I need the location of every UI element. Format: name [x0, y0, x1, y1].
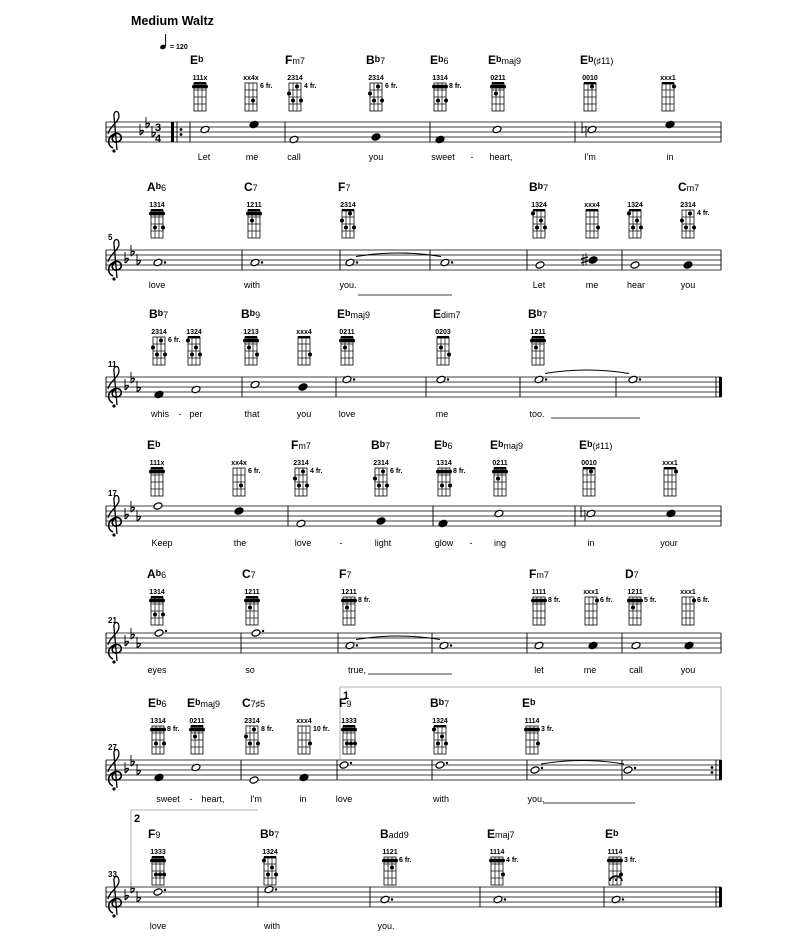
lyric-syllable: sweet	[431, 152, 455, 162]
lyric-syllable: in	[299, 794, 307, 804]
note	[154, 773, 164, 782]
lyric-syllable: call	[629, 665, 643, 675]
chord-fingering: 1333	[341, 718, 357, 725]
lyric-syllable: you.	[527, 794, 545, 804]
chord-fret-label: 8 fr.	[453, 468, 466, 475]
chord-diagram	[680, 589, 709, 625]
lyric-syllable: -	[178, 409, 182, 419]
chord-fret-label: 3 fr.	[624, 857, 637, 864]
chord-diagram	[430, 53, 462, 111]
chord-diagram	[338, 180, 356, 238]
note	[345, 258, 358, 267]
chord-name: Ab6	[147, 180, 167, 194]
lyric-syllable: me	[583, 665, 597, 675]
chord-fingering: 1111	[531, 589, 547, 596]
lyric-syllable: -	[189, 794, 193, 804]
note	[376, 517, 386, 526]
chord-name: Cm7	[678, 180, 700, 194]
lyric-syllable: -	[470, 152, 474, 162]
lyric-syllable: love	[149, 921, 167, 931]
chord-name: Ebmaj9	[337, 307, 371, 321]
chord-diagram	[488, 53, 521, 111]
lyric-syllable: you	[368, 152, 384, 162]
chord-name: Bb7	[529, 180, 549, 194]
lyric-syllable: glow	[434, 538, 454, 548]
chord-fingering: 1314	[436, 460, 452, 467]
chord-diagram	[434, 438, 466, 496]
note	[380, 895, 393, 904]
volta-number: 1	[343, 690, 350, 702]
lyric-syllable: I'm	[250, 794, 262, 804]
chord-name: Eb	[605, 827, 619, 841]
volta-number: 2	[134, 813, 141, 825]
chord-fingering: xxx1	[662, 460, 678, 467]
note	[683, 261, 693, 270]
chord-diagram	[371, 438, 403, 496]
note	[191, 763, 201, 772]
chord-fingering: 1211	[246, 202, 262, 209]
chord-fingering: 1114	[524, 718, 540, 725]
chord-name: F7	[339, 567, 352, 581]
note	[153, 502, 163, 511]
chord-diagram	[190, 53, 208, 111]
chord-name: F9	[148, 827, 161, 841]
chord-diagram	[678, 180, 710, 238]
note	[249, 776, 259, 785]
chord-fingering: xxx1	[660, 75, 676, 82]
note	[345, 641, 358, 650]
chord-name: Edim7	[433, 307, 461, 321]
tie	[541, 761, 624, 765]
chord-fingering: xxx1	[680, 589, 696, 596]
lyric-syllable: I'm	[584, 152, 596, 162]
time-sig-bottom: 4	[154, 133, 162, 145]
chord-diagram	[291, 438, 323, 496]
chord-fret-label: 6 fr.	[399, 857, 412, 864]
note	[440, 258, 453, 267]
note	[299, 773, 309, 782]
chord-diagram	[580, 53, 613, 111]
lyric-syllable: -	[339, 538, 343, 548]
tempo-value: = 120	[170, 44, 188, 51]
chord-diagram	[490, 438, 523, 496]
chord-name: Bb9	[241, 307, 261, 321]
chord-diagram	[186, 329, 202, 365]
note	[493, 895, 506, 904]
lyric-syllable: hear	[626, 280, 646, 290]
chord-diagram	[529, 180, 548, 238]
note	[249, 120, 259, 129]
chord-diagram	[244, 180, 262, 238]
chord-diagram	[662, 460, 678, 496]
chord-name: Eb	[147, 438, 161, 452]
chord-diagram	[231, 460, 260, 496]
chord-diagram	[583, 589, 612, 625]
lyric-syllable: you	[680, 665, 696, 675]
chord-name: Ebmaj9	[490, 438, 524, 452]
staff-system	[106, 810, 722, 931]
chord-name: Eb6	[434, 438, 453, 452]
lyric-syllable: me	[435, 409, 449, 419]
chord-fingering: 2314	[293, 460, 309, 467]
lyric-syllable: whis	[150, 409, 170, 419]
note	[296, 519, 306, 528]
lyric-syllable: love	[338, 409, 356, 419]
note	[582, 123, 597, 137]
chord-fingering: 0203	[435, 329, 451, 336]
note	[534, 641, 544, 650]
chord-fret-label: 6 fr.	[168, 337, 181, 344]
lyric-syllable: me	[585, 280, 599, 290]
chord-fret-label: 6 fr.	[248, 468, 261, 475]
lyric-syllable: you	[680, 280, 696, 290]
chord-diagram	[296, 329, 312, 365]
lyric-syllable: eyes	[147, 665, 167, 675]
chord-fingering: 111x	[192, 75, 208, 82]
chord-fret-label: 8 fr.	[358, 597, 371, 604]
lyric-syllable: me	[245, 152, 259, 162]
note	[154, 390, 164, 399]
note	[200, 125, 210, 134]
chord-fingering: xxx4	[584, 202, 600, 209]
lyric-syllable: in	[666, 152, 674, 162]
chord-diagram	[148, 696, 180, 754]
lyric-syllable: love	[148, 280, 166, 290]
note	[665, 120, 675, 129]
chord-fingering: xx4x	[243, 75, 259, 82]
lyric-syllable: you.	[339, 280, 357, 290]
lyric-syllable: ing	[493, 538, 507, 548]
chord-fret-label: 6 fr.	[697, 597, 710, 604]
chord-name: F7	[338, 180, 351, 194]
chord-fingering: 1314	[149, 589, 165, 596]
measure-number: 27	[108, 743, 117, 752]
chord-fret-label: 8 fr.	[261, 726, 274, 733]
measure-number: 11	[108, 360, 117, 369]
natural-icon	[581, 507, 585, 521]
measure-number: 5	[108, 233, 113, 242]
chord-name: F9	[339, 696, 352, 710]
chord-diagram	[430, 696, 449, 754]
chord-name: Bb7	[371, 438, 391, 452]
chord-diagram	[242, 567, 260, 625]
chord-diagram	[337, 307, 370, 365]
chord-fingering: 1314	[432, 75, 448, 82]
chord-diagram	[147, 438, 165, 496]
lyric-syllable: heart,	[489, 152, 513, 162]
chord-fret-label: 8 fr.	[167, 726, 180, 733]
chord-fret-label: 4 fr.	[697, 210, 710, 217]
chord-name: Eb6	[430, 53, 449, 67]
chord-name: Bb7	[528, 307, 548, 321]
chord-fret-label: 10 fr.	[313, 726, 330, 733]
chord-name: Bb7	[149, 307, 169, 321]
chord-name: Badd9	[380, 827, 409, 841]
lyric-syllable: love	[294, 538, 312, 548]
chord-diagram	[380, 827, 412, 885]
chord-name: Fm7	[291, 438, 311, 452]
chord-diagram	[339, 696, 357, 754]
staff-system	[106, 567, 721, 675]
chord-fingering: 1314	[150, 718, 166, 725]
chord-name: D7	[625, 567, 639, 581]
lyric-syllable: call	[287, 152, 301, 162]
chord-name: Eb(♯11)	[580, 53, 614, 67]
chord-diagram	[433, 307, 461, 365]
chord-diagram	[627, 202, 643, 238]
lyric-syllable: -	[469, 538, 473, 548]
chord-fingering: 1333	[150, 849, 166, 856]
chord-fingering: 1314	[149, 202, 165, 209]
chord-name: Eb(♯11)	[579, 438, 613, 452]
chord-name: Bb7	[366, 53, 386, 67]
chord-name: Fm7	[529, 567, 549, 581]
chord-name: Bb7	[260, 827, 280, 841]
chord-diagram	[487, 827, 519, 885]
chord-name: Fm7	[285, 53, 305, 67]
lyric-syllable: with	[263, 921, 281, 931]
chord-fret-label: 6 fr.	[600, 597, 613, 604]
chord-fingering: 0010	[582, 75, 598, 82]
chord-diagram	[296, 718, 329, 754]
chord-fingering: 0010	[581, 460, 597, 467]
chord-fingering: 0211	[189, 718, 205, 725]
chord-diagram	[242, 696, 274, 754]
note	[494, 509, 504, 518]
note	[234, 507, 244, 516]
chord-fingering: 1324	[186, 329, 202, 336]
note	[371, 133, 381, 142]
chord-fingering: 1114	[607, 849, 623, 856]
lyric-syllable: light	[374, 538, 392, 548]
lyric-syllable: in	[587, 538, 595, 548]
chord-fingering: 1211	[530, 329, 546, 336]
natural-icon	[582, 123, 586, 137]
chord-fingering: 0211	[492, 460, 508, 467]
tempo-marking	[159, 34, 187, 51]
lyric-syllable: with	[432, 794, 450, 804]
note	[535, 261, 545, 270]
chord-fingering: xx4x	[231, 460, 247, 467]
note	[439, 641, 452, 650]
chord-fret-label: 4 fr.	[304, 83, 317, 90]
chord-fingering: 0211	[339, 329, 355, 336]
chord-diagram	[528, 307, 547, 365]
note	[250, 380, 260, 389]
note	[435, 135, 445, 144]
lyric-syllable: Let	[532, 280, 546, 290]
lyric-syllable: so	[245, 665, 255, 675]
lyric-syllable: with	[243, 280, 261, 290]
chord-name: Ebmaj9	[187, 696, 221, 710]
lyric-syllable: let	[534, 665, 544, 675]
chord-fingering: 1324	[262, 849, 278, 856]
chord-name: Ebmaj9	[488, 53, 522, 67]
note	[581, 507, 596, 521]
note	[666, 509, 676, 518]
lyric-syllable: Keep	[151, 538, 173, 548]
note	[438, 519, 448, 528]
chord-name: C7♯5	[242, 696, 266, 710]
note	[191, 385, 201, 394]
chord-fingering: 2314	[287, 75, 303, 82]
chord-fingering: xxx1	[583, 589, 599, 596]
chord-fingering: 2314	[680, 202, 696, 209]
chord-fret-label: 3 fr.	[541, 726, 554, 733]
chord-diagram	[285, 53, 317, 111]
chord-fingering: 1213	[243, 329, 259, 336]
chord-fingering: 1324	[531, 202, 547, 209]
chord-fingering: 1211	[244, 589, 260, 596]
chord-fingering: 2314	[340, 202, 356, 209]
note	[628, 375, 641, 384]
measure-number: 33	[108, 870, 117, 879]
lyric-syllable: you.	[377, 921, 395, 931]
note	[153, 258, 166, 267]
lyric-syllable: heart,	[201, 794, 225, 804]
chord-fingering: 2314	[244, 718, 260, 725]
chord-diagram	[243, 75, 272, 111]
chord-diagram	[605, 827, 637, 885]
chord-name: Bb7	[430, 696, 450, 710]
chord-diagram	[339, 567, 371, 625]
note	[342, 375, 355, 384]
chord-fingering: 1121	[382, 849, 398, 856]
staff-system	[106, 687, 722, 804]
chord-name: Eb	[190, 53, 204, 67]
note	[289, 135, 299, 144]
chord-name: Eb6	[148, 696, 167, 710]
chord-diagram	[625, 567, 657, 625]
chord-fret-label: 5 fr.	[644, 597, 657, 604]
lyric-syllable: love	[335, 794, 353, 804]
chord-fret-label: 6 fr.	[260, 83, 273, 90]
lyric-syllable: the	[233, 538, 247, 548]
chord-fret-label: 6 fr.	[390, 468, 403, 475]
chord-diagram	[529, 567, 561, 625]
lyric-syllable: Let	[197, 152, 211, 162]
chord-diagram	[579, 438, 612, 496]
chord-name: Eb	[522, 696, 536, 710]
chord-fingering: 1324	[432, 718, 448, 725]
chord-diagram	[187, 696, 220, 754]
chord-diagram	[147, 567, 166, 625]
chord-name: C7	[242, 567, 256, 581]
chord-fret-label: 4 fr.	[506, 857, 519, 864]
chord-fret-label: 8 fr.	[449, 83, 462, 90]
note	[684, 641, 694, 650]
chord-diagram	[148, 827, 166, 885]
note	[264, 885, 277, 894]
note	[436, 375, 449, 384]
chord-fingering: 1114	[489, 849, 505, 856]
chord-fingering: 0211	[490, 75, 506, 82]
chord-fret-label: 6 fr.	[385, 83, 398, 90]
chord-diagram	[260, 827, 279, 885]
lyric-syllable: your	[660, 538, 678, 548]
chord-fingering: 111x	[149, 460, 165, 467]
note	[250, 258, 263, 267]
measure-number: 21	[108, 616, 117, 625]
note	[298, 383, 308, 392]
chord-fingering: 2314	[368, 75, 384, 82]
time-sig-top: 3	[154, 122, 162, 134]
chord-fingering: xxx4	[296, 329, 312, 336]
chord-name: C7	[244, 180, 258, 194]
staff-system	[106, 307, 722, 419]
lyric-syllable: that	[244, 409, 260, 419]
lyric-syllable: you	[296, 409, 312, 419]
measure-number: 17	[108, 489, 117, 498]
chord-fret-label: 4 fr.	[310, 468, 323, 475]
chord-fret-label: 8 fr.	[548, 597, 561, 604]
note	[492, 125, 502, 134]
song-title: Medium Waltz	[131, 14, 214, 28]
note	[631, 641, 641, 650]
chord-diagram	[147, 180, 166, 238]
chord-fingering: 2314	[373, 460, 389, 467]
chord-fingering: 1324	[627, 202, 643, 209]
chord-fingering: 2314	[151, 329, 167, 336]
chord-fingering: 1211	[341, 589, 357, 596]
chord-diagram	[366, 53, 398, 111]
lyric-syllable: per	[189, 409, 203, 419]
chord-diagram	[241, 307, 260, 365]
music-systems	[106, 53, 722, 931]
lyric-syllable: sweet	[156, 794, 180, 804]
note	[588, 641, 598, 650]
chord-name: Ab6	[147, 567, 167, 581]
staff-system	[106, 53, 721, 162]
staff-system	[106, 180, 721, 295]
lyric-syllable: too.	[529, 409, 545, 419]
note	[534, 375, 547, 384]
time-signature	[155, 122, 162, 145]
chord-diagram	[660, 75, 676, 111]
note	[630, 261, 640, 270]
chord-diagram	[522, 696, 554, 754]
staff-system	[106, 438, 721, 548]
lyric-syllable: true,	[347, 665, 367, 675]
chord-diagram	[149, 307, 181, 365]
tie	[545, 370, 629, 374]
chord-fingering: 1211	[627, 589, 643, 596]
chord-name: Emaj7	[487, 827, 515, 841]
chord-fingering: xxx4	[296, 718, 312, 725]
chord-diagram	[584, 202, 600, 238]
